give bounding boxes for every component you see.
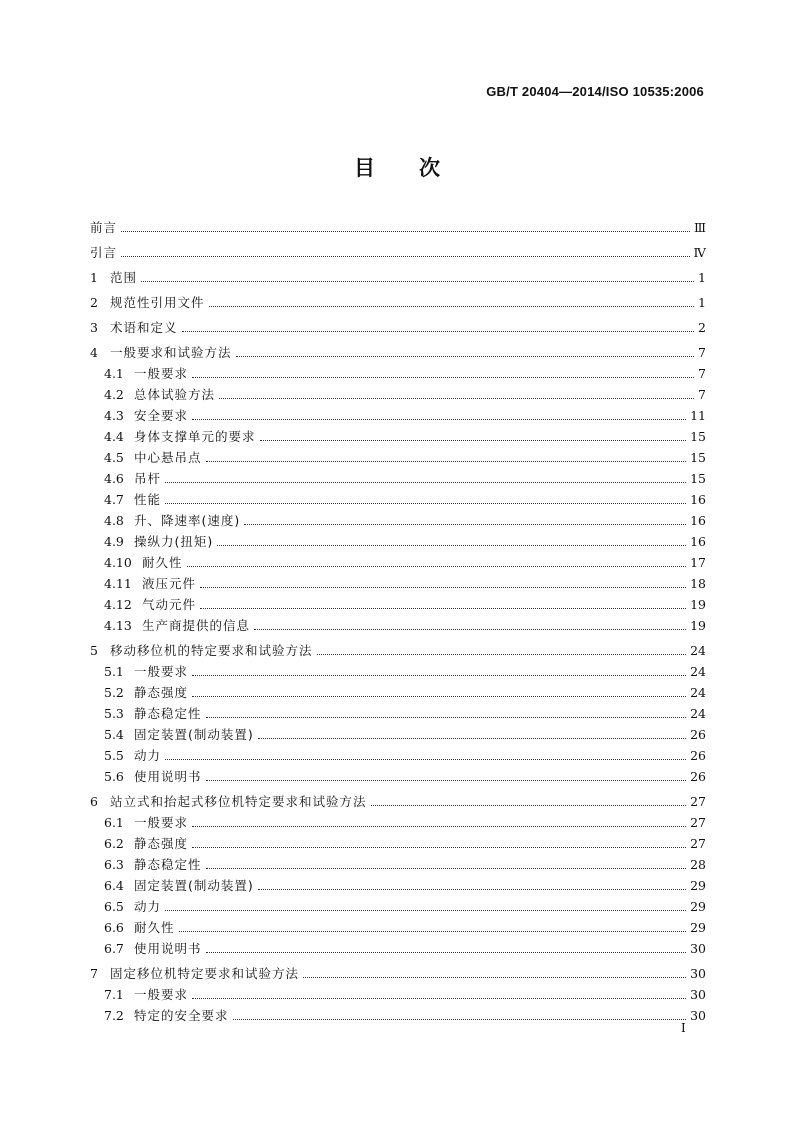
toc-entry-page: Ⅲ xyxy=(693,220,706,235)
toc-leader-dots xyxy=(206,951,687,953)
toc-entry-number: 4.12 xyxy=(104,597,132,612)
toc-entry-number: 2 xyxy=(90,295,98,310)
toc-entry-page: 2 xyxy=(698,320,706,335)
toc-entry-page: 7 xyxy=(698,387,706,402)
toc-leader-dots xyxy=(165,909,686,911)
toc-entry-number: 4.9 xyxy=(104,534,124,549)
toc-entry-label: 引言 xyxy=(90,245,118,260)
toc-entry-label: 身体支撑单元的要求 xyxy=(134,429,256,444)
toc-entry-page: 1 xyxy=(698,295,706,310)
toc-entry[interactable] xyxy=(104,811,706,831)
toc-leader-dots xyxy=(187,565,687,567)
toc-leader-dots xyxy=(260,439,687,441)
toc-entry-number: 6.3 xyxy=(104,857,124,872)
toc-leader-dots xyxy=(258,888,686,890)
toc-entry-page: 27 xyxy=(690,815,706,830)
toc-entry-label: 升、降速率(速度) xyxy=(134,513,241,528)
toc-entry-label: 液压元件 xyxy=(142,576,197,591)
toc-entry[interactable] xyxy=(104,681,706,701)
toc-entry-number: 5.6 xyxy=(104,769,124,784)
toc-leader-dots xyxy=(236,355,694,357)
toc-entry-page: 30 xyxy=(690,941,706,956)
toc-entry-number: 7.1 xyxy=(104,987,124,1002)
toc-entry-number: 5.5 xyxy=(104,748,124,763)
toc-entry-label: 术语和定义 xyxy=(110,320,178,335)
toc-entry-page: 19 xyxy=(690,597,706,612)
toc-entry-label: 一般要求 xyxy=(134,815,189,830)
toc-entry-label: 耐久性 xyxy=(142,555,183,570)
toc-entry[interactable] xyxy=(104,702,706,722)
toc-entry-label: 固定装置(制动装置) xyxy=(134,878,254,893)
toc-entry-page: 1 xyxy=(698,270,706,285)
toc-entry[interactable] xyxy=(104,983,706,1003)
toc-entry[interactable] xyxy=(104,467,706,487)
toc-entry-page: 7 xyxy=(698,345,706,360)
standard-code: GB/T 20404—2014/ISO 10535:2006 xyxy=(486,84,704,99)
toc-leader-dots xyxy=(206,460,687,462)
toc-leader-dots xyxy=(233,1018,687,1020)
toc-leader-dots xyxy=(219,397,694,399)
toc-leader-dots xyxy=(206,867,687,869)
toc-entry-number: 4.1 xyxy=(104,366,124,381)
toc-leader-dots xyxy=(303,976,686,978)
toc-leader-dots xyxy=(121,255,689,257)
toc-entry-page: 18 xyxy=(690,576,706,591)
toc-leader-dots xyxy=(258,737,686,739)
toc-leader-dots xyxy=(165,481,686,483)
toc-leader-dots xyxy=(179,930,687,932)
toc-entry-page: 26 xyxy=(690,727,706,742)
toc-entry-number: 5.2 xyxy=(104,685,124,700)
title-char-2: 次 xyxy=(419,156,440,180)
toc-entry-number: 4.7 xyxy=(104,492,124,507)
toc-entry-page: 11 xyxy=(690,408,706,423)
toc-entry-page: 15 xyxy=(690,429,706,444)
toc-entry-label: 范围 xyxy=(110,270,138,285)
toc-entry-label: 移动移位机的特定要求和试验方法 xyxy=(110,643,313,658)
toc-entry[interactable] xyxy=(104,593,706,613)
title-char-1: 目 xyxy=(354,156,375,180)
toc-leader-dots xyxy=(217,544,686,546)
toc-entry-number: 1 xyxy=(90,270,98,285)
toc-entry-label: 站立式和抬起式移位机特定要求和试验方法 xyxy=(110,794,367,809)
toc-leader-dots xyxy=(206,779,687,781)
toc-entry-label: 安全要求 xyxy=(134,408,189,423)
toc-entry-number: 5.1 xyxy=(104,664,124,679)
toc-entry-page: 16 xyxy=(690,513,706,528)
toc-entry-page: 19 xyxy=(690,618,706,633)
toc-entry-page: 30 xyxy=(690,987,706,1002)
toc-entry[interactable] xyxy=(104,723,706,743)
toc-entry-number: 4.8 xyxy=(104,513,124,528)
toc-entry[interactable] xyxy=(104,832,706,852)
toc-entry[interactable] xyxy=(90,241,706,261)
toc-entry-label: 特定的安全要求 xyxy=(134,1008,229,1023)
toc-entry-label: 操纵力(扭矩) xyxy=(134,534,214,549)
toc-entry-number: 6.1 xyxy=(104,815,124,830)
toc-entry[interactable] xyxy=(90,962,706,982)
toc-leader-dots xyxy=(192,825,686,827)
toc-entry-number: 4.11 xyxy=(104,576,132,591)
toc-entry-page: 27 xyxy=(690,794,706,809)
toc-entry-page: 29 xyxy=(690,920,706,935)
toc-entry[interactable] xyxy=(104,488,706,508)
toc-entry[interactable] xyxy=(104,765,706,785)
toc-entry-number: 4.13 xyxy=(104,618,132,633)
toc-entry-label: 动力 xyxy=(134,899,162,914)
toc-leader-dots xyxy=(206,716,687,718)
toc-entry-number: 6 xyxy=(90,794,98,809)
toc-entry[interactable] xyxy=(104,853,706,873)
toc-entry-label: 气动元件 xyxy=(142,597,197,612)
toc-entry-page: 16 xyxy=(690,534,706,549)
toc-entry-number: 4.3 xyxy=(104,408,124,423)
toc-leader-dots xyxy=(192,997,686,999)
toc-entry-label: 静态稳定性 xyxy=(134,857,202,872)
toc-entry-label: 静态强度 xyxy=(134,836,189,851)
toc-entry[interactable] xyxy=(104,530,706,550)
toc-entry-label: 静态稳定性 xyxy=(134,706,202,721)
toc-leader-dots xyxy=(121,230,690,232)
toc-entry-number: 4 xyxy=(90,345,98,360)
toc-entry[interactable] xyxy=(104,509,706,529)
toc-leader-dots xyxy=(200,586,686,588)
toc-entry-label: 耐久性 xyxy=(134,920,175,935)
toc-leader-dots xyxy=(371,804,687,806)
toc-entry-number: 4.2 xyxy=(104,387,124,402)
toc-entry[interactable] xyxy=(104,874,706,894)
toc-entry[interactable] xyxy=(104,895,706,915)
toc-entry-number: 6.4 xyxy=(104,878,124,893)
toc-entry-page: 24 xyxy=(690,685,706,700)
toc-entry-label: 静态强度 xyxy=(134,685,189,700)
toc-entry[interactable] xyxy=(104,551,706,571)
toc-entry-page: 29 xyxy=(690,899,706,914)
toc-entry-page: 28 xyxy=(690,857,706,872)
toc-entry-label: 一般要求和试验方法 xyxy=(110,345,232,360)
toc-leader-dots xyxy=(209,305,694,307)
toc-leader-dots xyxy=(244,523,686,525)
toc-leader-dots xyxy=(317,653,687,655)
toc-entry-number: 6.2 xyxy=(104,836,124,851)
toc-entry-page: 24 xyxy=(690,706,706,721)
toc-entry-label: 固定移位机特定要求和试验方法 xyxy=(110,966,300,981)
toc-entry[interactable] xyxy=(104,937,706,957)
toc-entry[interactable] xyxy=(104,744,706,764)
toc-entry-label: 性能 xyxy=(134,492,162,507)
toc-leader-dots xyxy=(192,674,686,676)
toc-entry-number: 3 xyxy=(90,320,98,335)
toc-entry-page: Ⅳ xyxy=(693,245,706,260)
toc-entry-label: 动力 xyxy=(134,748,162,763)
toc-entry-label: 一般要求 xyxy=(134,366,189,381)
footer-page-number: I xyxy=(681,1021,686,1035)
toc-entry-page: 24 xyxy=(690,664,706,679)
toc-entry-number: 6.5 xyxy=(104,899,124,914)
toc-leader-dots xyxy=(192,376,694,378)
toc-leader-dots xyxy=(165,502,686,504)
toc-leader-dots xyxy=(200,607,686,609)
toc-entry[interactable] xyxy=(104,362,706,382)
toc-entry-label: 中心悬吊点 xyxy=(134,450,202,465)
toc-entry-page: 15 xyxy=(690,450,706,465)
toc-leader-dots xyxy=(165,758,686,760)
toc-entry[interactable] xyxy=(104,572,706,592)
toc-entry[interactable] xyxy=(104,660,706,680)
toc-entry[interactable] xyxy=(90,341,706,361)
toc-entry-page: 16 xyxy=(690,492,706,507)
toc-entry[interactable] xyxy=(104,446,706,466)
toc-entry-number: 6.6 xyxy=(104,920,124,935)
toc-entry-label: 一般要求 xyxy=(134,664,189,679)
toc-entry[interactable] xyxy=(104,614,706,634)
toc-entry-page: 30 xyxy=(690,1008,706,1023)
toc-leader-dots xyxy=(182,330,694,332)
toc-entry-page: 24 xyxy=(690,643,706,658)
toc-entry[interactable] xyxy=(104,404,706,424)
toc-entry-number: 6.7 xyxy=(104,941,124,956)
toc-entry-label: 总体试验方法 xyxy=(134,387,216,402)
toc-entry-label: 吊杆 xyxy=(134,471,162,486)
toc-entry-number: 7.2 xyxy=(104,1008,124,1023)
toc-entry-label: 使用说明书 xyxy=(134,769,202,784)
toc-entry-label: 一般要求 xyxy=(134,987,189,1002)
toc-entry-number: 4.5 xyxy=(104,450,124,465)
toc-entry-number: 5.4 xyxy=(104,727,124,742)
toc-entry-number: 5 xyxy=(90,643,98,658)
toc-entry-number: 4.10 xyxy=(104,555,132,570)
toc-entry[interactable] xyxy=(90,216,706,236)
toc-entry-page: 15 xyxy=(690,471,706,486)
toc-entry-number: 7 xyxy=(90,966,98,981)
toc-entry[interactable] xyxy=(104,383,706,403)
toc-entry-page: 30 xyxy=(690,966,706,981)
toc-entry[interactable] xyxy=(90,790,706,810)
toc-entry-label: 规范性引用文件 xyxy=(110,295,205,310)
toc-leader-dots xyxy=(254,628,686,630)
toc-entry-page: 29 xyxy=(690,878,706,893)
toc-entry-label: 生产商提供的信息 xyxy=(142,618,251,633)
toc-entry-label: 固定装置(制动装置) xyxy=(134,727,254,742)
toc-entry-page: 27 xyxy=(690,836,706,851)
toc-entry-number: 4.4 xyxy=(104,429,124,444)
toc-entry[interactable] xyxy=(104,916,706,936)
toc-leader-dots xyxy=(192,846,686,848)
toc-entry[interactable] xyxy=(90,316,706,336)
toc-entry[interactable] xyxy=(104,425,706,445)
toc-entry-number: 4.6 xyxy=(104,471,124,486)
toc-entry-page: 26 xyxy=(690,769,706,784)
toc-entry[interactable] xyxy=(104,1004,706,1024)
toc-entry-page: 7 xyxy=(698,366,706,381)
toc-entry-page: 17 xyxy=(690,555,706,570)
toc-entry-page: 26 xyxy=(690,748,706,763)
toc-entry[interactable] xyxy=(90,291,706,311)
toc-entry-number: 5.3 xyxy=(104,706,124,721)
toc-entry[interactable] xyxy=(90,639,706,659)
toc-entry[interactable] xyxy=(90,266,706,286)
toc-entry-label: 前言 xyxy=(90,220,118,235)
toc-entry-label: 使用说明书 xyxy=(134,941,202,956)
toc-leader-dots xyxy=(192,695,686,697)
toc-leader-dots xyxy=(192,418,686,420)
toc-leader-dots xyxy=(141,280,694,282)
